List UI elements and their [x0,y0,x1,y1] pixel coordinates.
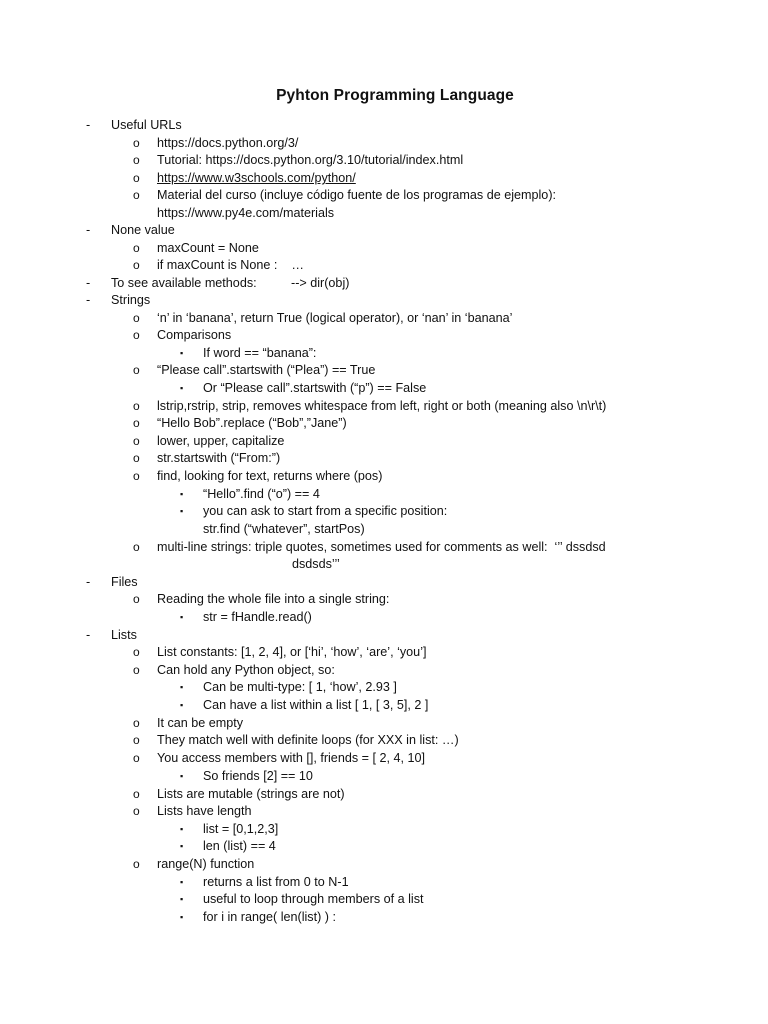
circle-bullet: o [133,645,140,659]
square-bullet: ▪ [180,348,184,358]
circle-bullet: o [133,663,140,677]
strings-item: lower, upper, capitalize [157,434,285,448]
square-bullet: ▪ [180,894,184,904]
circle-bullet: o [133,416,140,430]
square-bullet: ▪ [180,700,184,710]
square-bullet: ▪ [180,877,184,887]
files-item: Reading the whole file into a single string: [157,592,390,606]
lists-item: They match well with definite loops (for XXX in list: …) [157,733,459,747]
url-py4e-materials: https://www.py4e.com/materials [157,206,335,220]
circle-bullet: o [133,171,140,185]
url-course-material: Material del curso (incluye código fuente de los programas de ejemplo): [157,188,557,202]
lists-heading: Lists [111,628,137,642]
lists-item: Lists are mutable (strings are not) [157,787,345,801]
circle-bullet: o [133,399,140,413]
strings-item: multi-line strings: triple quotes, sometimes used for comments as well: ‘’’ dssdsd [157,540,606,554]
circle-bullet: o [133,188,140,202]
document-title: Pyhton Programming Language [276,87,514,104]
lists-item: range(N) function [157,857,255,871]
square-bullet: ▪ [180,824,184,834]
strings-subitem-continuation: str.find (“whatever”, startPos) [203,522,365,536]
files-heading: Files [111,575,138,589]
dash-bullet: - [86,575,91,589]
methods-value: --> dir(obj) [291,276,350,290]
strings-item: Comparisons [157,328,232,342]
lists-item: It can be empty [157,716,244,730]
circle-bullet: o [133,258,140,272]
square-bullet: ▪ [180,841,184,851]
dash-bullet: - [86,223,91,237]
url-w3schools-link[interactable]: https://www.w3schools.com/python/ [157,171,356,185]
circle-bullet: o [133,733,140,747]
strings-item: find, looking for text, returns where (pos) [157,469,383,483]
url-tutorial: Tutorial: https://docs.python.org/3.10/tutorial/index.html [157,153,464,167]
lists-subitem: Can be multi-type: [ 1, ‘how’, 2.93 ] [203,680,397,694]
square-bullet: ▪ [180,912,184,922]
circle-bullet: o [133,787,140,801]
circle-bullet: o [133,241,140,255]
strings-heading: Strings [111,293,151,307]
square-bullet: ▪ [180,506,184,516]
strings-item: “Please call”.startswith (“Plea”) == True [157,363,376,377]
circle-bullet: o [133,311,140,325]
square-bullet: ▪ [180,383,184,393]
methods-label: To see available methods: [111,276,257,290]
strings-item: str.startswith (“From:”) [157,451,281,465]
lists-item: Can hold any Python object, so: [157,663,335,677]
strings-subitem: you can ask to start from a specific position: [203,504,448,518]
lists-subitem: So friends [2] == 10 [203,769,313,783]
square-bullet: ▪ [180,682,184,692]
circle-bullet: o [133,751,140,765]
lists-item: Lists have length [157,804,252,818]
circle-bullet: o [133,434,140,448]
circle-bullet: o [133,328,140,342]
circle-bullet: o [133,153,140,167]
dash-bullet: - [86,293,91,307]
square-bullet: ▪ [180,489,184,499]
square-bullet: ▪ [180,771,184,781]
lists-subitem: Can have a list within a list [ 1, [ 3, 5], 2 ] [203,698,429,712]
circle-bullet: o [133,857,140,871]
strings-item: lstrip,rstrip, strip, removes whitespace from left, right or both (meaning also \n\r\t) [157,399,607,413]
url-python-docs: https://docs.python.org/3/ [157,136,299,150]
lists-subitem: list = [0,1,2,3] [203,822,279,836]
lists-item: You access members with [], friends = [ 2, 4, 10] [157,751,425,765]
none-value-item: maxCount = None [157,241,259,255]
lists-subitem: returns a list from 0 to N-1 [203,875,349,889]
circle-bullet: o [133,540,140,554]
dash-bullet: - [86,118,91,132]
lists-subitem: len (list) == 4 [203,839,276,853]
dash-bullet: - [86,276,91,290]
circle-bullet: o [133,451,140,465]
circle-bullet: o [133,363,140,377]
circle-bullet: o [133,716,140,730]
lists-subitem: useful to loop through members of a list [203,892,424,906]
circle-bullet: o [133,469,140,483]
circle-bullet: o [133,804,140,818]
lists-item: List constants: [1, 2, 4], or [‘hi’, ‘how’, ‘are’, ‘you’] [157,645,427,659]
circle-bullet: o [133,592,140,606]
strings-subitem: If word == “banana”: [203,346,317,360]
square-bullet: ▪ [180,612,184,622]
strings-subitem: “Hello”.find (“o”) == 4 [203,487,320,501]
none-value-item: if maxCount is None : … [157,258,304,272]
dash-bullet: - [86,628,91,642]
circle-bullet: o [133,136,140,150]
strings-item: “Hello Bob”.replace (“Bob”,”Jane”) [157,416,347,430]
none-value-heading: None value [111,223,175,237]
files-subitem: str = fHandle.read() [203,610,312,624]
strings-item-continuation: dsdsds’’’ [292,557,340,571]
lists-subitem: for i in range( len(list) ) : [203,910,336,924]
urls-heading: Useful URLs [111,118,182,132]
strings-item: ‘n’ in ‘banana’, return True (logical operator), or ‘nan’ in ‘banana’ [157,311,513,325]
strings-subitem: Or “Please call”.startswith (“p”) == False [203,381,427,395]
